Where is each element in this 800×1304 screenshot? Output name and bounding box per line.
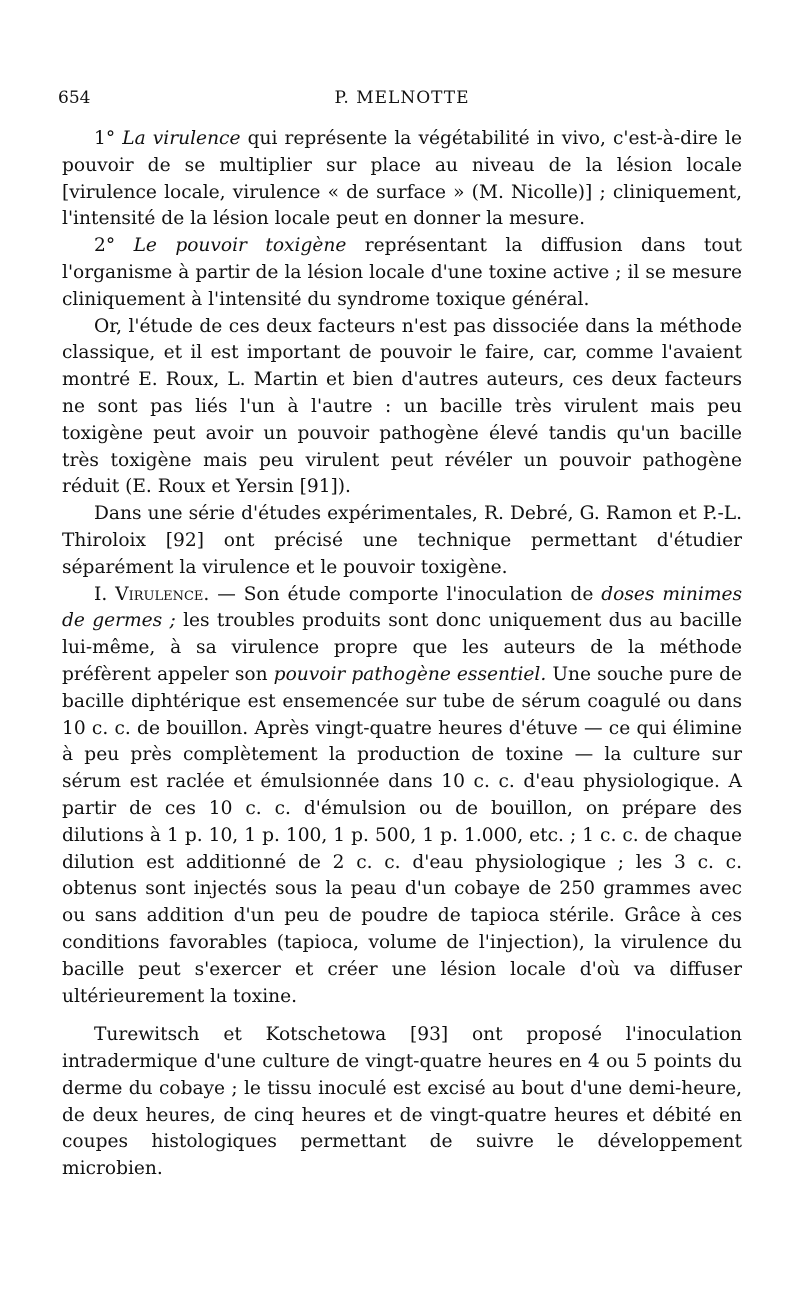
running-title: P. MELNOTTE [334, 88, 470, 108]
body-text [62, 126, 742, 1183]
paragraph-pouvoir-toxigene [62, 233, 742, 313]
item-number: 2° [94, 235, 134, 257]
item-term: La virulence [122, 128, 241, 149]
page-number: 654 [58, 88, 91, 108]
paragraph-text: Une souche pure de bacille diphtérique est ensemencée sur tube de sérum coagulé ou dans 10 c. c. de bouillon. Après vingt-quatre heures d'étuve — ce qui élimine à peu près complètement la production de toxine — la culture sur sérum est raclée et émulsionnée dans 10 c. c. d'eau physiologique. A partir de ces 10 c. c. d'émulsion ou de bouillon, on prépare des dilutions à 1 p. 10, 1 p. 100, 1 p. 500, 1 p. 1.000, etc. ; 1 c. c. de chaque dilution est additionné de 2 c. c. d'eau physiologique ; les 3 c. c. obtenus sont injectés sous la peau d'un cobaye de 250 grammes avec ou sans addition d'un peu de poudre de tapioca stérile. Grâce à ces conditions favorables (tapioca, volume de l'injection), la virulence du bacille peut s'exercer et créer une lésion locale d'où va diffuser ultérieurement la toxine. [62, 663, 742, 1007]
paragraph-text: représentant la diffusion dans tout l'organisme à partir de la lésion locale d'une toxine active ; il se mesure cliniquement à l'intensité du syndrome toxique général. [62, 235, 743, 310]
paragraph-text: les troubles produits sont donc uniquement dus au bacille lui-même, à sa virulence propre que les auteurs de la méthode préfèrent appeler son [62, 610, 742, 685]
paragraph-virulence [62, 126, 742, 233]
paragraph-text: — Son étude comporte l'inoculation de [209, 583, 602, 605]
italic-phrase: pouvoir pathogène essentiel. [273, 663, 547, 685]
section-number: I. [94, 583, 116, 605]
paragraph-turewitsch: Turewitsch et Kotschetowa [93] ont proposé l'inoculation intradermique d'une culture de vingt-quatre heures en 4 ou 5 points du derme du cobaye ; le tissu inoculé est excisé au bout d'une demi-heure, de deux heures, de cinq heures et de vingt-quatre heures et débité en coupes histologiques permettant de suivre le développement microbien. [62, 1024, 742, 1180]
paragraph-section-virulence [62, 582, 742, 1011]
item-term: Le pouvoir toxigène [133, 235, 347, 257]
paragraph-text: qui représente la végétabilité in vivo, c'est-à-dire le pouvoir de se multiplier sur place au niveau de la lésion locale [virulence locale, virulence « de surface » (M. Nicolle)] ; cliniquement, l'intensité de la lésion locale peut en donner la mesure. [62, 128, 742, 230]
item-number: 1° [94, 128, 123, 149]
page-header [58, 88, 742, 128]
paragraph-dissociation: Or, l'étude de ces deux facteurs n'est pas dissociée dans la méthode classique, et il est important de pouvoir le faire, car, comme l'avaient montré E. Roux, L. Martin et bien d'autres auteurs, ces deux facteurs ne sont pas liés l'un à l'autre : un bacille très virulent mais peu toxigène peut avoir un pouvoir pathogène élevé tandis qu'un bacille très toxigène mais peu virulent peut révéler un pouvoir pathogène réduit (E. Roux et Yersin [91]). [62, 315, 742, 498]
document-page [58, 0, 743, 1180]
paragraph-debre-ramon: Dans une série d'études expérimentales, R. Debré, G. Ramon et P.-L. Thiroloix [92] ont précisé une technique permettant d'étudier séparément la virulence et le pouvoir toxigène. [62, 503, 742, 578]
section-heading: Virulence. [115, 583, 210, 605]
italic-phrase: doses minimes de germes ; [62, 583, 742, 632]
